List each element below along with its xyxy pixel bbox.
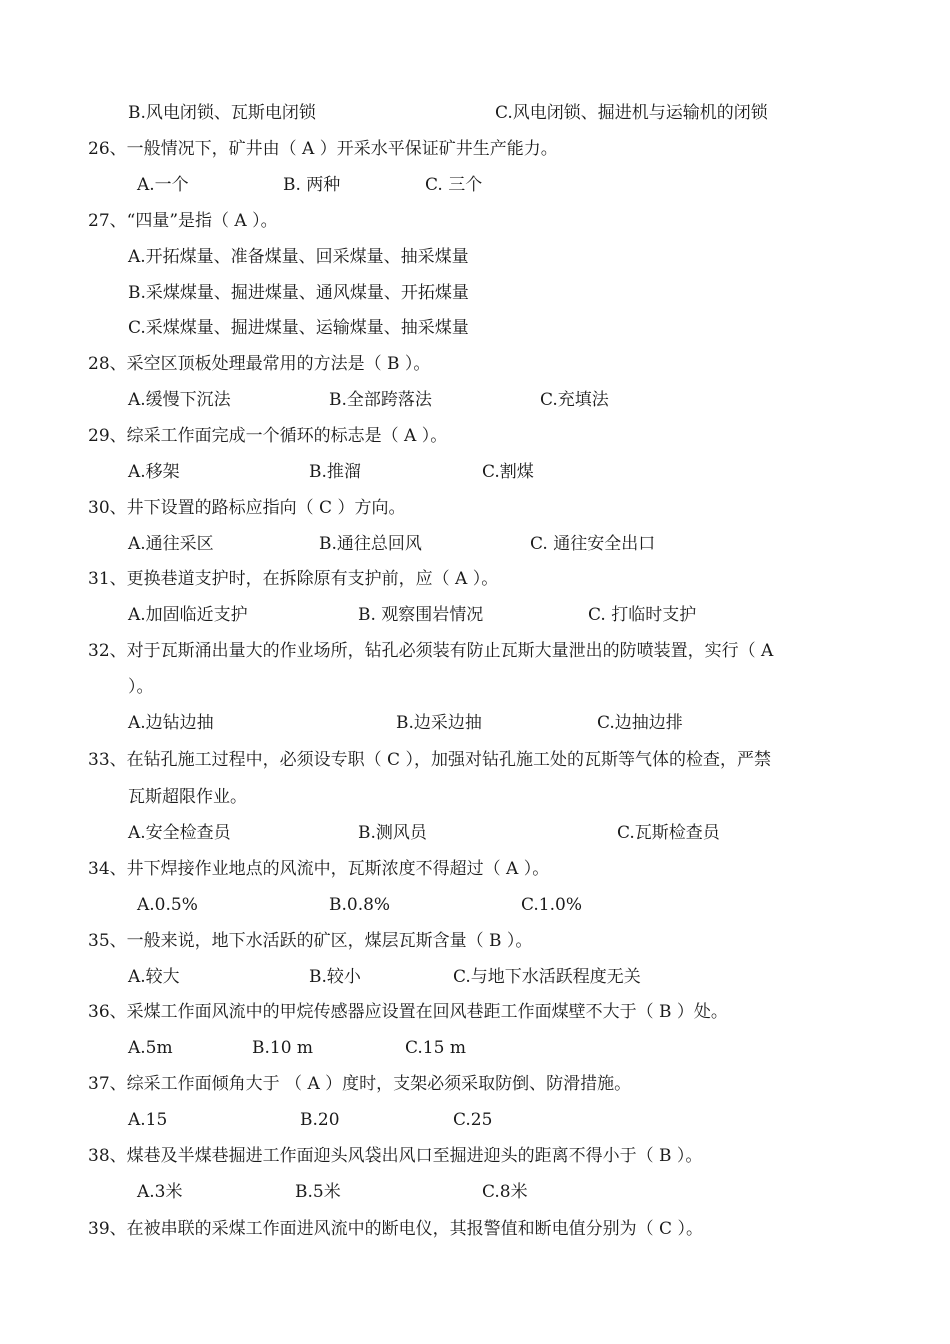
option-33-c: C.瓦斯检查员 (617, 823, 720, 843)
question-33-cont: 瓦斯超限作业。 (128, 787, 247, 807)
question-36: 36、采煤工作面风流中的甲烷传感器应设置在回风巷距工作面煤壁不大于（ B ）处。 (88, 1002, 728, 1022)
option-35-a: A.较大 (128, 967, 180, 987)
question-32: 32、对于瓦斯涌出量大的作业场所，钻孔必须装有防止瓦斯大量泄出的防喷装置，实行（ A (88, 641, 774, 661)
option-34-b: B.0.8% (329, 895, 391, 915)
option-33-a: A.安全检查员 (128, 823, 231, 843)
question-39: 39、在被串联的采煤工作面进风流中的断电仪，其报警值和断电值分别为（ C ）。 (88, 1219, 703, 1239)
option-35-b: B.较小 (309, 967, 361, 987)
question-28: 28、采空区顶板处理最常用的方法是（ B ）。 (88, 354, 431, 374)
option-26-c: C. 三个 (425, 175, 483, 195)
option-29-b: B.推溜 (309, 462, 361, 482)
question-37: 37、综采工作面倾角大于 （ A ）度时，支架必须采取防倒、防滑措施。 (88, 1074, 632, 1094)
option-30-b: B.通往总回风 (319, 534, 422, 554)
question-30: 30、井下设置的路标应指向（ C ）方向。 (88, 498, 406, 518)
option-36-c: C.15 m (405, 1038, 466, 1058)
option-38-b: B.5米 (295, 1182, 341, 1202)
question-32-cont: ）。 (128, 677, 154, 697)
question-26: 26、一般情况下，矿井由（ A ）开采水平保证矿井生产能力。 (88, 139, 558, 159)
option-34-a: A.0.5% (137, 895, 198, 915)
option-37-b: B.20 (300, 1110, 340, 1130)
option-31-b: B. 观察围岩情况 (358, 605, 484, 625)
option-27-a: A.开拓煤量、准备煤量、回采煤量、抽采煤量 (128, 247, 469, 267)
option-33-b: B.测风员 (358, 823, 427, 843)
option-28-b: B.全部跨落法 (329, 390, 432, 410)
option-28-a: A.缓慢下沉法 (128, 390, 231, 410)
option-36-b: B.10 m (252, 1038, 314, 1058)
question-31: 31、更换巷道支护时，在拆除原有支护前，应（ A ）。 (88, 569, 499, 589)
question-27: 27、“四量”是指（ A ）。 (88, 211, 278, 231)
option-30-c: C. 通往安全出口 (530, 534, 656, 554)
question-34: 34、井下焊接作业地点的风流中，瓦斯浓度不得超过（ A ）。 (88, 859, 550, 879)
option-32-a: A.边钻边抽 (128, 713, 214, 733)
option-38-a: A.3米 (137, 1182, 183, 1202)
option-26-b: B. 两种 (283, 175, 341, 195)
option-27-b: B.采煤煤量、掘进煤量、通风煤量、开拓煤量 (128, 283, 469, 303)
option-34-c: C.1.0% (521, 895, 582, 915)
option-31-c: C. 打临时支护 (588, 605, 697, 625)
option-32-b: B.边采边抽 (396, 713, 482, 733)
question-38: 38、煤巷及半煤巷掘进工作面迎头风袋出风口至掘进迎头的距离不得小于（ B ）。 (88, 1146, 703, 1166)
option-37-a: A.15 (128, 1110, 168, 1130)
option-32-c: C.边抽边排 (597, 713, 683, 733)
option-27-c: C.采煤煤量、掘进煤量、运输煤量、抽采煤量 (128, 318, 469, 338)
option-38-c: C.8米 (482, 1182, 528, 1202)
option-31-a: A.加固临近支护 (128, 605, 248, 625)
question-33: 33、在钻孔施工过程中，必须设专职（ C ），加强对钻孔施工处的瓦斯等气体的检查，严禁 (88, 750, 771, 770)
option-30-a: A.通往采区 (128, 534, 214, 554)
option-36-a: A.5m (128, 1038, 173, 1058)
question-29: 29、综采工作面完成一个循环的标志是（ A ）。 (88, 426, 448, 446)
question-35: 35、一般来说，地下水活跃的矿区，煤层瓦斯含量（ B ）。 (88, 931, 533, 951)
option-25-c: C.风电闭锁、掘进机与运输机的闭锁 (495, 103, 768, 123)
option-28-c: C.充填法 (540, 390, 609, 410)
option-35-c: C.与地下水活跃程度无关 (453, 967, 641, 987)
option-29-c: C.割煤 (482, 462, 534, 482)
option-29-a: A.移架 (128, 462, 180, 482)
option-26-a: A.一个 (137, 175, 189, 195)
option-37-c: C.25 (453, 1110, 493, 1130)
option-25-b: B.风电闭锁、瓦斯电闭锁 (128, 103, 316, 123)
